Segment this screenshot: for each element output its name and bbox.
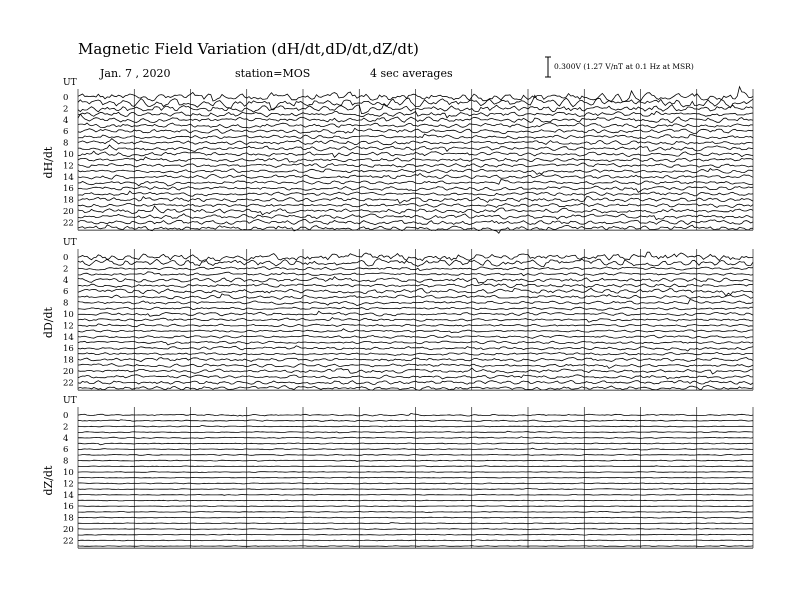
row-tick-1-6: 12 bbox=[63, 321, 74, 332]
row-tick-1-0: 0 bbox=[63, 253, 69, 263]
ylabel-2: dZ/dt bbox=[42, 465, 55, 496]
ut-header-1: UT bbox=[63, 238, 77, 248]
row-tick-1-7: 14 bbox=[63, 332, 74, 343]
row-tick-2-11: 22 bbox=[63, 536, 74, 547]
row-tick-0-6: 12 bbox=[63, 161, 74, 172]
station-label: station=MOS bbox=[235, 67, 311, 80]
row-tick-0-11: 22 bbox=[63, 218, 74, 229]
row-tick-0-8: 16 bbox=[63, 184, 74, 195]
row-tick-2-7: 14 bbox=[63, 490, 74, 501]
row-tick-0-1: 2 bbox=[63, 104, 69, 115]
trace-2-10 bbox=[78, 472, 753, 473]
row-tick-0-10: 20 bbox=[63, 207, 74, 217]
row-tick-0-0: 0 bbox=[63, 93, 69, 103]
row-tick-1-1: 2 bbox=[63, 264, 69, 275]
panel-2 bbox=[42, 396, 753, 548]
row-tick-2-1: 2 bbox=[63, 422, 69, 433]
panel-1 bbox=[42, 238, 753, 390]
row-tick-0-3: 6 bbox=[63, 127, 69, 138]
row-tick-2-3: 6 bbox=[63, 445, 69, 456]
row-tick-1-3: 6 bbox=[63, 287, 69, 298]
row-tick-2-4: 8 bbox=[63, 456, 69, 467]
ut-header-2: UT bbox=[63, 396, 77, 406]
row-tick-1-4: 8 bbox=[63, 298, 69, 309]
row-tick-1-11: 22 bbox=[63, 378, 74, 389]
ylabel-1: dD/dt bbox=[42, 307, 55, 339]
row-tick-1-10: 20 bbox=[63, 367, 74, 377]
row-tick-2-5: 10 bbox=[63, 468, 74, 478]
panel-0 bbox=[42, 78, 753, 233]
row-tick-2-9: 18 bbox=[63, 513, 74, 524]
row-tick-1-5: 10 bbox=[63, 310, 74, 320]
row-tick-2-10: 20 bbox=[63, 525, 74, 535]
row-tick-1-8: 16 bbox=[63, 344, 74, 355]
ut-header-0: UT bbox=[63, 78, 77, 88]
row-tick-0-4: 8 bbox=[63, 138, 69, 149]
date-label: Jan. 7 , 2020 bbox=[100, 67, 171, 80]
row-tick-2-6: 12 bbox=[63, 479, 74, 490]
scale-bar-label: 0.300V (1.27 V/nT at 0.1 Hz at MSR) bbox=[554, 62, 694, 71]
row-tick-0-9: 18 bbox=[63, 195, 74, 206]
trace-2-15 bbox=[78, 500, 753, 501]
row-tick-1-2: 4 bbox=[63, 275, 69, 286]
row-tick-2-8: 16 bbox=[63, 502, 74, 513]
averaging-label: 4 sec averages bbox=[370, 67, 453, 80]
row-tick-2-0: 0 bbox=[63, 411, 69, 421]
trace-2-13 bbox=[78, 489, 753, 490]
trace-2-11 bbox=[78, 477, 753, 478]
chart-title: Magnetic Field Variation (dH/dt,dD/dt,dZ/dt) bbox=[78, 40, 419, 58]
ylabel-0: dH/dt bbox=[42, 146, 55, 179]
row-tick-0-5: 10 bbox=[63, 150, 74, 160]
scale-bar bbox=[545, 57, 694, 77]
row-tick-0-7: 14 bbox=[63, 172, 74, 183]
row-tick-1-9: 18 bbox=[63, 355, 74, 366]
row-tick-0-2: 4 bbox=[63, 115, 69, 126]
row-tick-2-2: 4 bbox=[63, 433, 69, 444]
